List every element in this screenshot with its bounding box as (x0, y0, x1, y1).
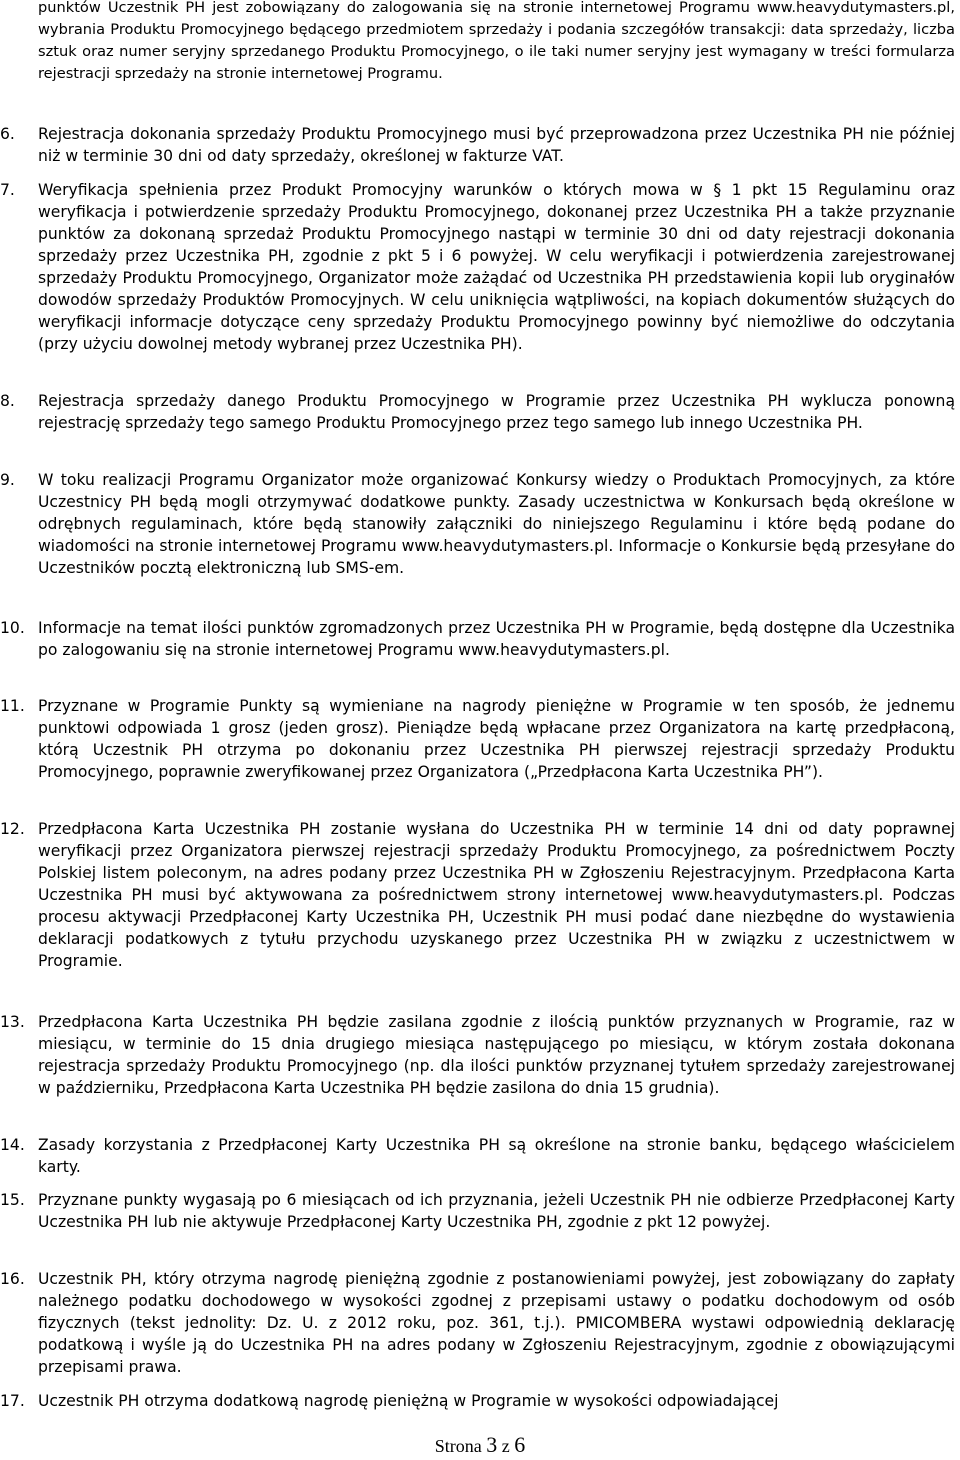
item-number: 13. (0, 1013, 25, 1031)
item-text: Przyznane punkty wygasają po 6 miesiącach od ich przyznania, jeżeli Uczestnik PH nie odbierze Przedpłaconej Karty Uczestnika PH lub nie aktywuje Przedpłaconej Karty Uczestnika PH, zgodnie z pkt 12 powyżej. (38, 1191, 955, 1231)
page-total: 6 (514, 1432, 526, 1457)
item-text: Uczestnik PH, który otrzyma nagrodę pieniężną zgodnie z postanowieniami powyżej, jest zobowiązany do zapłaty należnego podatku dochodowego w wysokości zgodnej z przepisami ustawy o podatku dochodowym od osób fizycznych (tekst jednolity: Dz. U. z 2012 roku, poz. 361, t.j.). PMICOMBERA wystawi odpowiednią deklarację podatkową i wyśle ją do Uczestnika PH na adres podany w Zgłoszeniu Rejestracyjnym, zgodnie z obowiązującymi przepisami prawa. (38, 1270, 955, 1376)
item-text: Informacje na temat ilości punktów zgromadzonych przez Uczestnika PH w Programie, będą dostępne dla Uczestnika po zalogowaniu się na stronie internetowej Programu www.heavydutymasters.pl. (38, 619, 955, 659)
item-number: 11. (0, 697, 25, 715)
item-text: Rejestracja dokonania sprzedaży Produktu Promocyjnego musi być przeprowadzona przez Uczestnika PH nie później niż w terminie 30 dni od daty sprzedaży, określonej w fakturze VAT. (38, 125, 955, 165)
item-text: Zasady korzystania z Przedpłaconej Karty Uczestnika PH są określone na stronie banku, będącego właścicielem karty. (38, 1136, 955, 1176)
continuation-paragraph: punktów Uczestnik PH jest zobowiązany do zalogowania się na stronie internetowej Programu www.heavydutymasters.pl, wybrania Produktu Promocyjnego będącego przedmiotem sprzedaży i podania szczegółów transakcji: data sprzedaży, liczba sztuk oraz numer seryjny sprzedanego Produktu Promocyjnego, o ile taki numer seryjny jest wymagany w treści formularza rejestracji sprzedaży na stronie internetowej Programu. (38, 0, 955, 82)
item-text: Weryfikacja spełnienia przez Produkt Promocyjny warunków o których mowa w § 1 pkt 15 Regulaminu oraz weryfikacja i potwierdzenie sprzedaży Produktu Promocyjnego, dokonanej przez Uczestnika PH a także przyznanie punktów za dokonaną sprzedaż Produktu Promocyjnego nastąpi w terminie 30 dni od daty rejestracji dokonania sprzedaży przez Uczestnika PH, zgodnie z pkt 5 i 6 powyżej. W celu weryfikacji i potwierdzenia zarejestrowanej sprzedaży Produktu Promocyjnego, Organizator może zażądać od Uczestnika PH przedstawienia kopii lub oryginałów dowodów sprzedaży Produktów Promocyjnych. W celu uniknięcia wątpliwości, na kopiach dokumentów służących do weryfikacji informacje dotyczące ceny sprzedaży Produktu Promocyjnego powinny być niemożliwe do odczytania (przy użyciu dowolnej metody wybranej przez Uczestnika PH). (38, 181, 955, 353)
item-text: Rejestracja sprzedaży danego Produktu Promocyjnego w Programie przez Uczestnika PH wyklucza ponowną rejestrację sprzedaży tego samego Produktu Promocyjnego przez tego samego lub innego Uczestnika PH. (38, 392, 955, 432)
item-text: Przyznane w Programie Punkty są wymieniane na nagrody pieniężne w Programie w ten sposób, że jednemu punktowi odpowiada 1 grosz (jeden grosz). Pieniądze będą wpłacane przez Organizatora na kartę przedpłaconą, którą Uczestnik PH otrzyma po dokonaniu przez Uczestnika PH pierwszej rejestracji sprzedaży Produktu Promocyjnego, poprawnie zweryfikowanej przez Organizatora („Przedpłacona Karta Uczestnika PH”). (38, 697, 955, 781)
item-number: 14. (0, 1136, 25, 1154)
item-number: 16. (0, 1270, 25, 1288)
item-number: 7. (0, 181, 15, 199)
item-number: 8. (0, 392, 15, 410)
item-number: 12. (0, 820, 25, 838)
item-text: Uczestnik PH otrzyma dodatkową nagrodę pieniężną w Programie w wysokości odpowiadającej (38, 1392, 779, 1410)
page-current: 3 (486, 1432, 498, 1457)
page-separator: z (501, 1436, 510, 1456)
item-text: W toku realizacji Programu Organizator może organizować Konkursy wiedzy o Produktach Promocyjnych, za które Uczestnicy PH będą mogli otrzymywać dodatkowe punkty. Zasady uczestnictwa w Konkursach będą określone w odrębnych regulaminach, które będą stanowiły załączniki do niniejszego Regulaminu i które będą podane do wiadomości na stronie internetowej Programu www.heavydutymasters.pl. Informacje o Konkursie będą przesyłane do Uczestników pocztą elektroniczną lub SMS-em. (38, 471, 955, 577)
item-number: 17. (0, 1392, 25, 1410)
item-text: Przedpłacona Karta Uczestnika PH będzie zasilana zgodnie z ilością punktów przyznanych w Programie, raz w miesiącu, w terminie do 15 dnia drugiego miesiąca następującego po miesiącu, w którym została dokonana rejestracja sprzedaży Produktu Promocyjnego (np. dla ilości punktów przyznanej tytułem sprzedaży zarejestrowanej w październiku, Przedpłacona Karta Uczestnika PH będzie zasilona do dnia 15 grudnia). (38, 1013, 955, 1097)
item-number: 6. (0, 125, 15, 143)
item-number: 10. (0, 619, 25, 637)
item-number: 9. (0, 471, 15, 489)
page-label: Strona (434, 1436, 482, 1456)
page-footer (0, 1432, 960, 1458)
item-text: Przedpłacona Karta Uczestnika PH zostanie wysłana do Uczestnika PH w terminie 14 dni od daty poprawnej weryfikacji przez Organizatora pierwszej rejestracji sprzedaży Produktu Promocyjnego, za pośrednictwem Poczty Polskiej listem poleconym, na adres podany przez Uczestnika PH w Zgłoszeniu Rejestracyjnym. Przedpłacona Karta Uczestnika PH musi być aktywowana za pośrednictwem strony internetowej www.heavydutymasters.pl. Podczas procesu aktywacji Przedpłaconej Karty Uczestnika PH, Uczestnik PH musi podać dane niezbędne do wystawienia deklaracji podatkowych z tytułu przychodu uzyskanego przez Uczestnika PH w związku z uczestnictwem w Programie. (38, 820, 955, 970)
item-number: 15. (0, 1191, 25, 1209)
